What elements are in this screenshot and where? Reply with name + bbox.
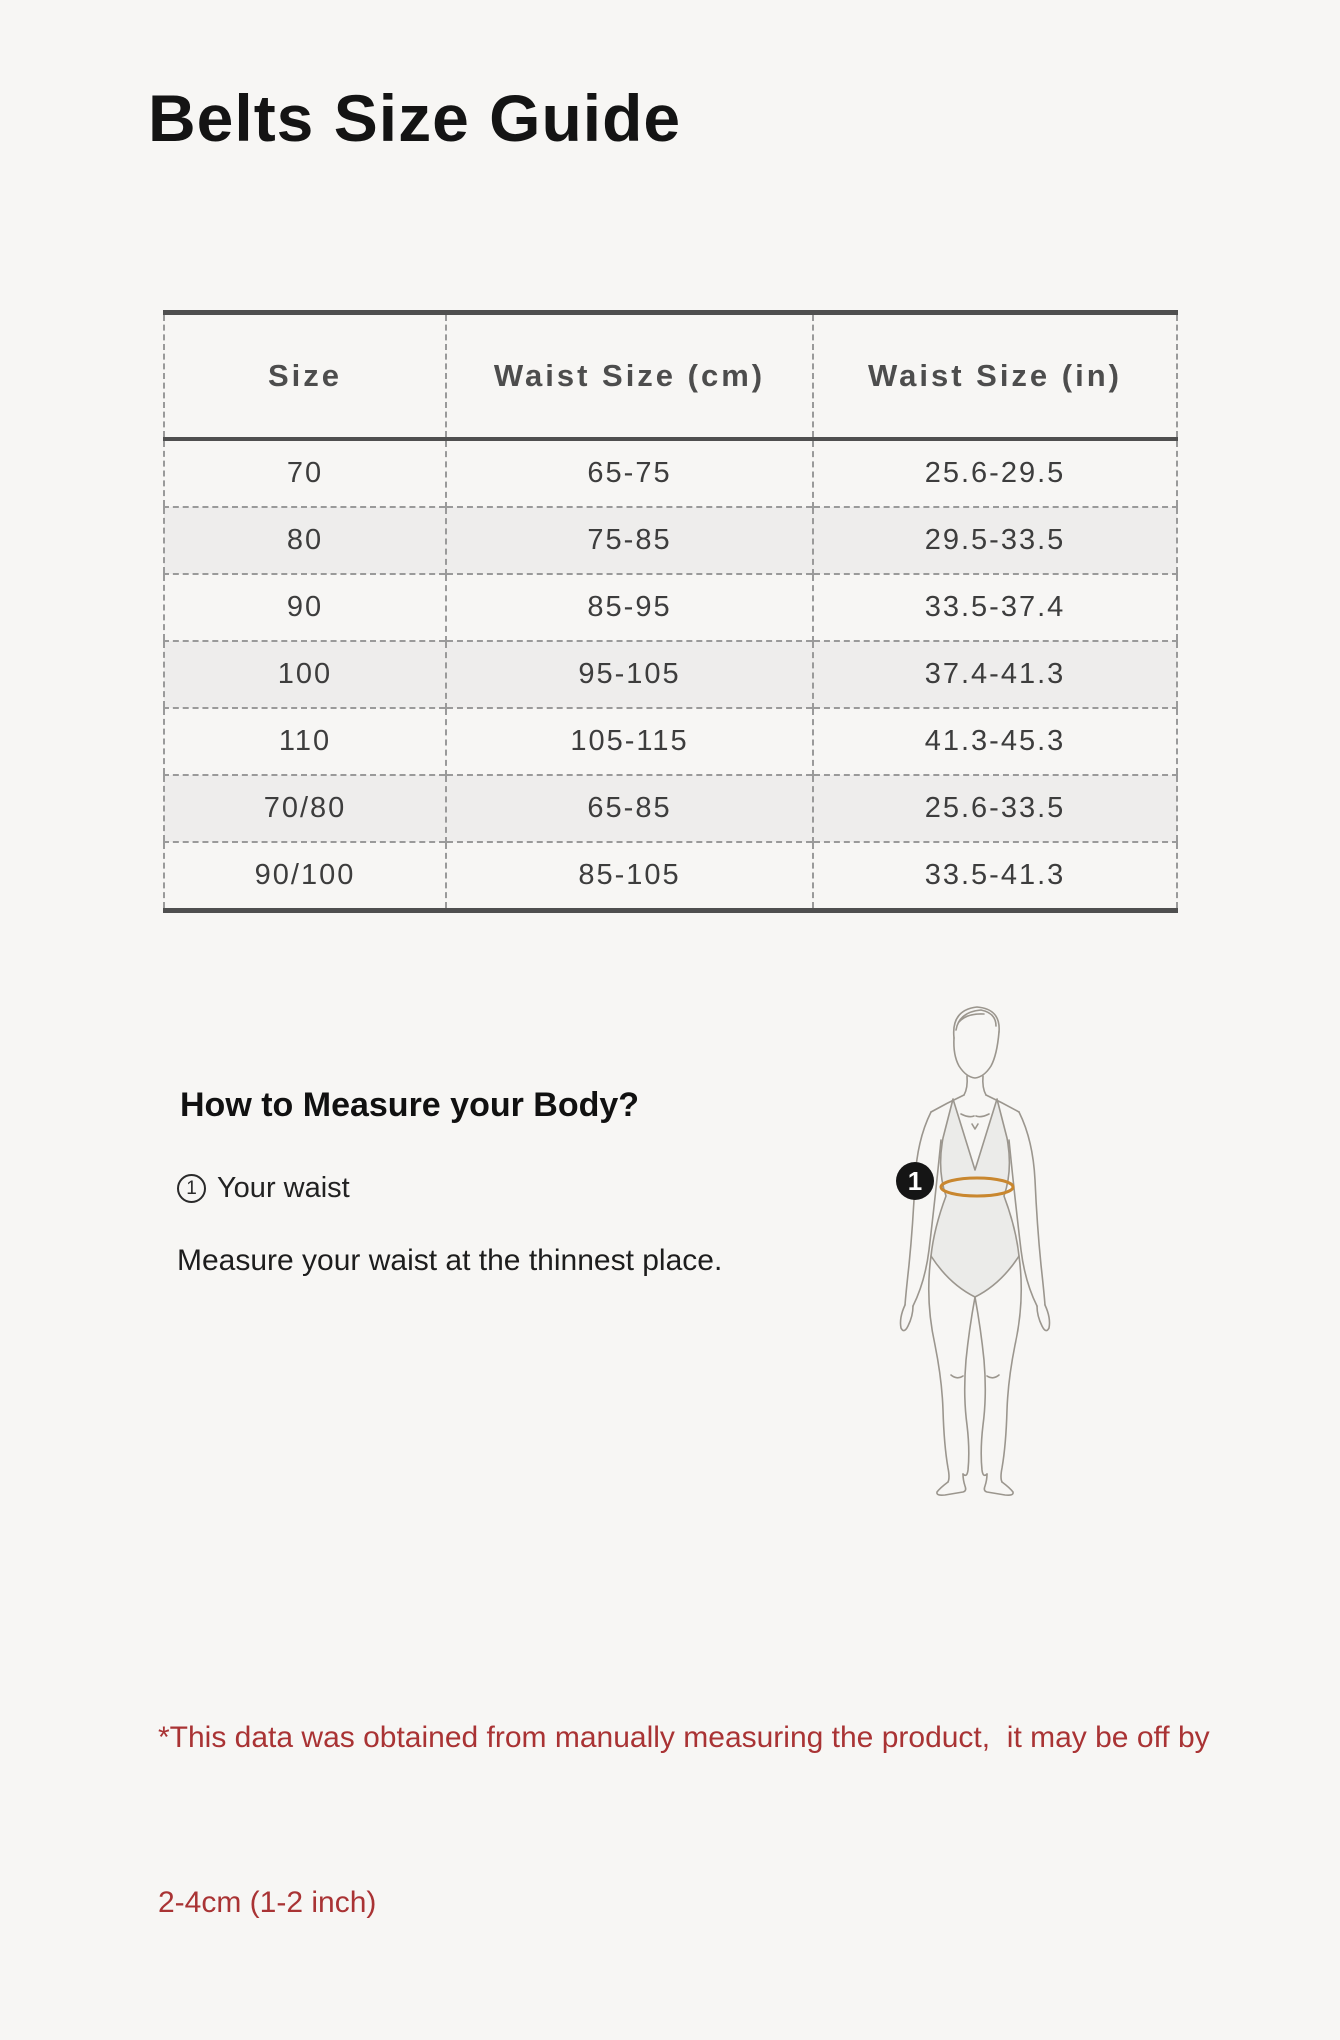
disclaimer-note xyxy=(158,1600,1218,2040)
measure-step-1-description: Measure your waist at the thinnest place. xyxy=(177,1244,723,1277)
cell-waist-cm: 75-85 xyxy=(446,507,813,574)
table-row xyxy=(164,775,1177,842)
table-row xyxy=(164,842,1177,911)
cell-waist-in: 33.5-37.4 xyxy=(813,574,1177,641)
size-table xyxy=(163,310,1178,913)
size-table-container xyxy=(163,310,1176,913)
cell-size: 110 xyxy=(164,708,446,775)
cell-waist-cm: 95-105 xyxy=(446,641,813,708)
measure-step-1 xyxy=(177,1172,350,1205)
table-row xyxy=(164,439,1177,507)
table-row xyxy=(164,708,1177,775)
cell-waist-cm: 65-85 xyxy=(446,775,813,842)
measure-section-heading: How to Measure your Body? xyxy=(180,1086,640,1124)
page-title: Belts Size Guide xyxy=(148,81,682,155)
cell-waist-in: 25.6-29.5 xyxy=(924,457,1066,489)
body-measurement-figure xyxy=(855,1000,1095,1500)
column-header-waist-in: Waist Size (in) xyxy=(813,313,1177,440)
measure-step-1-label: Your waist xyxy=(217,1172,350,1204)
cell-waist-in: 33.5-41.3 xyxy=(813,842,1177,911)
column-header-size: Size xyxy=(164,313,446,440)
cell-size: 70 xyxy=(164,439,446,507)
cell-size: 100 xyxy=(164,641,446,708)
disclaimer-line-1: *This data was obtained from manually measuring the product, it may be off by xyxy=(158,1721,1210,1754)
table-row xyxy=(164,507,1177,574)
body-outline-illustration xyxy=(855,1000,1095,1500)
disclaimer-line-2: 2-4cm (1-2 inch) xyxy=(158,1886,377,1919)
table-row xyxy=(164,641,1177,708)
cell-waist-in: 29.5-33.5 xyxy=(813,507,1177,574)
waist-marker-number: 1 xyxy=(907,1166,923,1196)
table-row xyxy=(164,574,1177,641)
cell-waist-cm: 85-95 xyxy=(446,574,813,641)
cell-size: 90/100 xyxy=(164,842,446,911)
waist-marker-badge xyxy=(896,1162,934,1200)
cell-size: 90 xyxy=(164,574,446,641)
cell-size: 80 xyxy=(164,507,446,574)
column-header-waist-cm: Waist Size (cm) xyxy=(446,313,813,440)
cell-size: 70/80 xyxy=(164,775,446,842)
circled-number-icon: 1 xyxy=(177,1174,206,1203)
cell-waist-in: 25.6-33.5 xyxy=(813,775,1177,842)
cell-waist-in: 37.4-41.3 xyxy=(813,641,1177,708)
cell-waist-cm: 85-105 xyxy=(446,842,813,911)
table-header-row xyxy=(164,313,1177,440)
cell-waist-cm: 65-75 xyxy=(446,439,813,507)
cell-waist-in: 41.3-45.3 xyxy=(813,708,1177,775)
cell-waist-cm: 105-115 xyxy=(446,708,813,775)
